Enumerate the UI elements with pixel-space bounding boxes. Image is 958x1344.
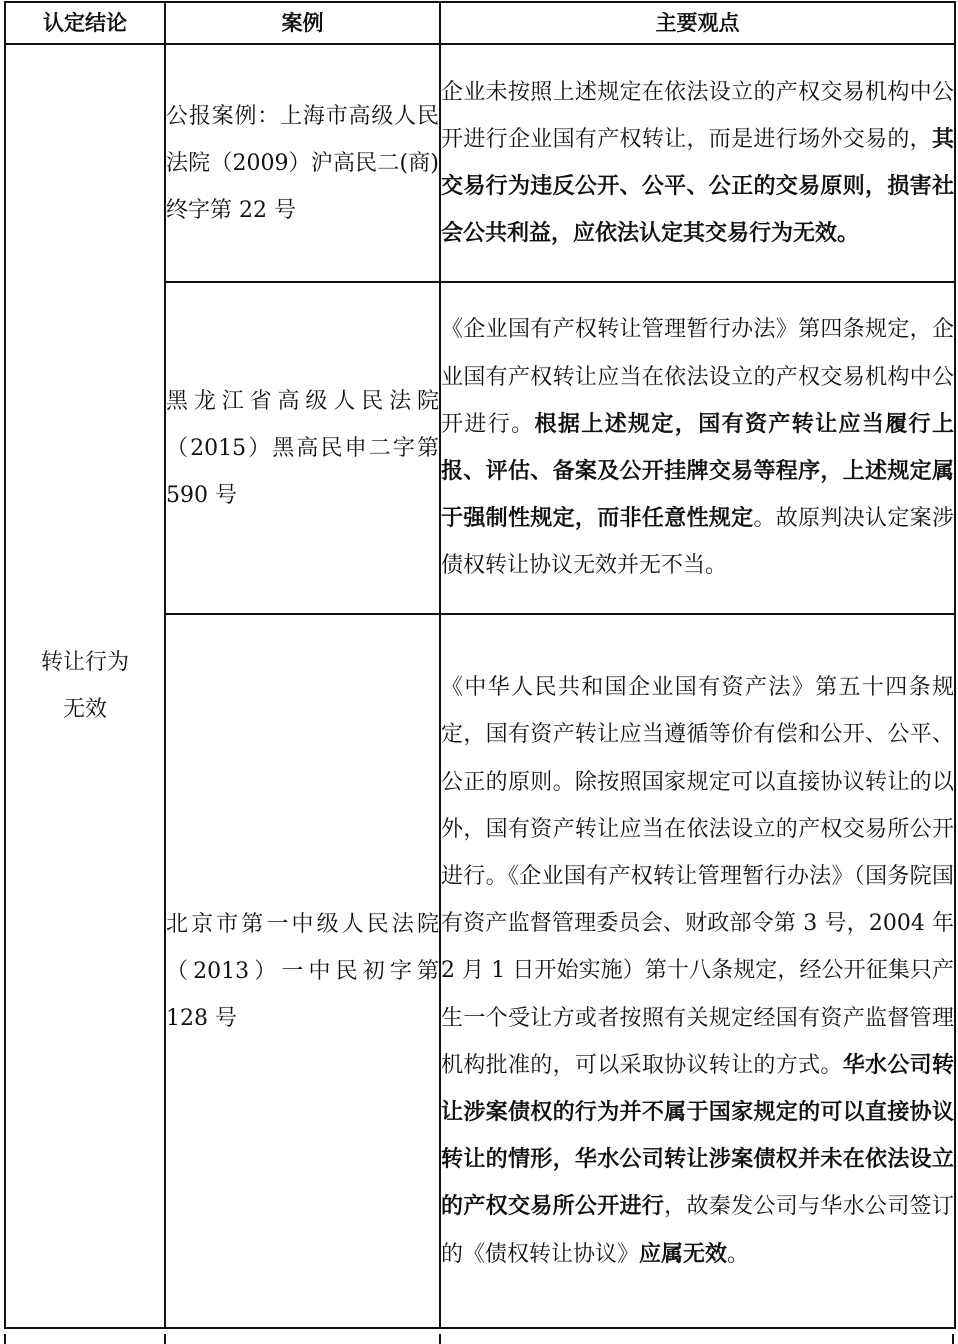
view-text-bold: 根据上述规定，国有资产转让应当履行上报、评估、备案及公开挂牌交易等程序，上述规定属于强制性规定，而非任意性规定 [441,410,954,532]
header-conclusion: 认定结论 [5,2,165,44]
view-text: 。故原判决认定案涉债权转让协议无效并无不当。 [441,506,954,579]
view-text: 。 [727,1241,750,1267]
view-text: 《中华人民共和国企业国有资产法》第五十四条规定，国有资产转让应当遵循等价有偿和公开、公平、公正的原则。除按照国家规定可以直接协议转让的以外，国有资产转让应当在依法设立的产权交易所公开进行。《企业国有产权转让管理暂行办法》（国务院国有资产监督管理委员会、财政部令第 3 号，2004 年 2 月 1 日开始实施）第十八条规定，经公开征集只产生一个受让方或者按照有关规定经国有资产监督管理机构批准的，可以采取协议转让的方式。 [441,675,954,1078]
view-text-bold: 华水公司转让涉案债权的行为并不属于国家规定的可以直接协议转让的情形，华水公司转让涉案债权并未在依法设立的产权交易所公开进行 [441,1051,954,1220]
column-divider [439,1334,441,1344]
table-continuation [4,1334,954,1344]
view-text: ，故秦发公司与华水公司签订的《债权转让协议》 [441,1194,954,1267]
view-cell [440,282,955,614]
view-cell [440,614,955,1328]
conclusion-text: 转让行为无效 [40,650,129,722]
case-cell: 北京市第一中级人民法院（2013）一中民初字第 128 号 [165,614,440,1328]
conclusion-cell [5,44,165,1328]
view-text-bold: 其交易行为违反公开、公平、公正的交易原则，损害社会公共利益，应依法认定其交易行为无效。 [441,125,954,247]
table-row [5,44,955,282]
view-text-bold: 应属无效 [639,1240,728,1267]
case-table [4,1,956,1329]
case-cell: 公报案例：上海市高级人民法院（2009）沪高民二(商)终字第 22 号 [165,44,440,282]
header-view: 主要观点 [440,2,955,44]
column-divider [164,1334,166,1344]
view-text: 企业未按照上述规定在依法设立的产权交易机构中公开进行企业国有产权转让，而是进行场外交易的， [441,79,954,152]
view-cell [440,44,955,282]
header-case: 案例 [165,2,440,44]
view-text: 《企业国有产权转让管理暂行办法》第四条规定，企业国有产权转让应当在依法设立的产权交易机构中公开进行。 [441,317,954,437]
header-row [5,2,955,44]
case-cell: 黑龙江省高级人民法院（2015）黑高民申二字第 590 号 [165,282,440,614]
